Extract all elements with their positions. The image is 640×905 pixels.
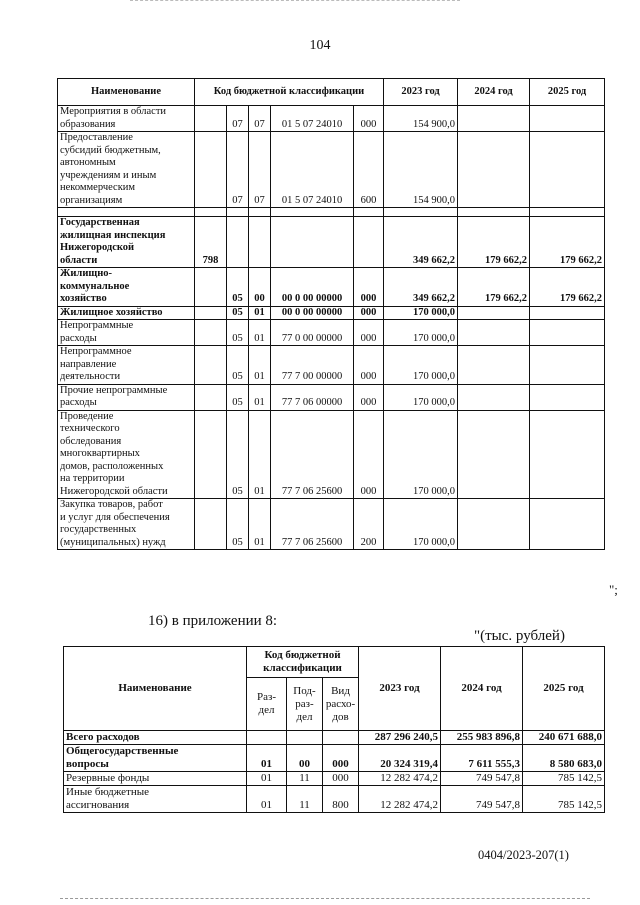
cell-razdel: 01 [247,786,287,813]
cell-vid [323,731,359,745]
cell-name: Иные бюджетные ассигнования [64,786,247,813]
cell-code [195,346,227,385]
header-razdel: Раз- дел [247,678,287,731]
header-name: Наименование [58,79,195,106]
cell-vid: 800 [323,786,359,813]
cell-csr: 00 0 00 00000 [271,306,354,320]
table-row [64,786,605,813]
header-2025: 2025 год [523,647,605,731]
cell-csr: 77 7 00 00000 [271,346,354,385]
table-row [58,384,605,410]
header-2025: 2025 год [530,79,605,106]
cell-code [195,132,227,208]
cell-2024 [458,320,530,346]
bottom-edge-line [60,898,590,899]
table-row [58,268,605,307]
cell-name: Резервные фонды [64,772,247,786]
cell-2024: 7 611 555,3 [441,745,523,772]
header-2024: 2024 год [441,647,523,731]
cell-vr: 000 [354,410,384,499]
cell-podrazdel: 01 [249,499,271,550]
spacer-cell [530,208,605,217]
cell-vr [354,217,384,268]
cell-razdel: 05 [227,268,249,307]
table-row [58,106,605,132]
cell-razdel: 05 [227,499,249,550]
cell-2025 [530,306,605,320]
header-code: Код бюджетной классификации [195,79,384,106]
table-body [64,731,605,813]
cell-name: Предоставление субсидий бюджетным, автономным учреждениям и иным некоммерческим организациям [58,132,195,208]
cell-razdel: 05 [227,320,249,346]
cell-podrazdel [249,217,271,268]
cell-vr: 600 [354,132,384,208]
header-code: Код бюджетной классификации [247,647,359,678]
cell-2024 [458,499,530,550]
cell-2023: 20 324 319,4 [359,745,441,772]
cell-2023: 154 900,0 [384,132,458,208]
cell-csr: 77 0 00 00000 [271,320,354,346]
cell-code [195,410,227,499]
spacer-row [58,208,605,217]
cell-2024 [458,384,530,410]
cell-razdel: 01 [247,772,287,786]
cell-2025: 785 142,5 [523,786,605,813]
cell-2023: 349 662,2 [384,217,458,268]
cell-code: 798 [195,217,227,268]
cell-vr: 000 [354,268,384,307]
cell-podrazdel: 01 [249,320,271,346]
cell-2023: 170 000,0 [384,346,458,385]
spacer-cell [458,208,530,217]
table-row [58,410,605,499]
cell-2025 [530,106,605,132]
header-name: Наименование [64,647,247,731]
table-row [58,320,605,346]
cell-2025: 8 580 683,0 [523,745,605,772]
cell-csr: 77 7 06 25600 [271,499,354,550]
cell-2024: 179 662,2 [458,217,530,268]
table-body [58,106,605,550]
cell-2025 [530,132,605,208]
cell-name: Прочие непрограммные расходы [58,384,195,410]
cell-podrazdel: 07 [249,106,271,132]
cell-2025 [530,410,605,499]
spacer-cell [249,208,271,217]
cell-name: Государственная жилищная инспекция Нижегородской области [58,217,195,268]
cell-razdel [247,731,287,745]
units-label: "(тыс. рублей) [474,628,565,644]
table-row [58,217,605,268]
cell-2023: 170 000,0 [384,410,458,499]
cell-podrazdel: 01 [249,346,271,385]
cell-csr: 01 5 07 24010 [271,132,354,208]
cell-csr: 01 5 07 24010 [271,106,354,132]
header-2023: 2023 год [384,79,458,106]
cell-name: Жилищно- коммунальное хозяйство [58,268,195,307]
cell-name: Проведение технического обследования многоквартирных домов, расположенных на территории Нижегородской области [58,410,195,499]
cell-2024 [458,106,530,132]
cell-2023: 170 000,0 [384,306,458,320]
table-row [58,132,605,208]
cell-code [195,106,227,132]
cell-razdel: 05 [227,410,249,499]
cell-2023: 349 662,2 [384,268,458,307]
table-row [64,745,605,772]
top-edge-line [130,0,460,1]
cell-2025: 240 671 688,0 [523,731,605,745]
cell-podrazdel: 07 [249,132,271,208]
budget-table-2 [63,646,605,813]
table-header-row [64,647,605,678]
cell-razdel: 05 [227,384,249,410]
header-vid: Вид расхо- дов [323,678,359,731]
cell-2023: 154 900,0 [384,106,458,132]
cell-2025 [530,384,605,410]
cell-name: Всего расходов [64,731,247,745]
cell-code [195,306,227,320]
cell-2024: 255 983 896,8 [441,731,523,745]
cell-name: Закупка товаров, работ и услуг для обеспечения государственных (муниципальных) нужд [58,499,195,550]
cell-vr: 000 [354,346,384,385]
cell-razdel: 01 [247,745,287,772]
cell-code [195,268,227,307]
cell-podrazdel: 00 [287,745,323,772]
cell-code [195,499,227,550]
cell-vr: 000 [354,320,384,346]
cell-razdel: 05 [227,306,249,320]
cell-2024: 179 662,2 [458,268,530,307]
cell-vid: 000 [323,772,359,786]
cell-code [195,320,227,346]
cell-vr: 000 [354,306,384,320]
cell-2023: 287 296 240,5 [359,731,441,745]
item-heading: 16) в приложении 8: [148,613,278,629]
cell-2025: 785 142,5 [523,772,605,786]
table-header-row [58,79,605,106]
cell-name: Непрограммные расходы [58,320,195,346]
cell-2023: 170 000,0 [384,499,458,550]
cell-vr: 000 [354,384,384,410]
cell-razdel: 07 [227,132,249,208]
cell-podrazdel: 11 [287,786,323,813]
cell-podrazdel: 01 [249,384,271,410]
cell-podrazdel: 11 [287,772,323,786]
cell-csr [271,217,354,268]
cell-csr: 77 7 06 00000 [271,384,354,410]
spacer-cell [271,208,354,217]
cell-vid: 000 [323,745,359,772]
spacer-cell [195,208,227,217]
cell-name: Мероприятия в области образования [58,106,195,132]
table-row [58,346,605,385]
cell-2023: 12 282 474,2 [359,786,441,813]
header-2024: 2024 год [458,79,530,106]
cell-2023: 170 000,0 [384,320,458,346]
spacer-cell [384,208,458,217]
table-row [64,772,605,786]
closing-mark: "; [609,582,618,597]
header-2023: 2023 год [359,647,441,731]
cell-razdel: 05 [227,346,249,385]
cell-2025 [530,320,605,346]
spacer-cell [354,208,384,217]
cell-podrazdel: 01 [249,306,271,320]
cell-csr: 77 7 06 25600 [271,410,354,499]
cell-vr: 200 [354,499,384,550]
cell-2024: 749 547,8 [441,786,523,813]
document-code: 0404/2023-207(1) [478,848,569,862]
cell-vr: 000 [354,106,384,132]
budget-table-1 [57,78,605,550]
cell-podrazdel [287,731,323,745]
spacer-cell [58,208,195,217]
cell-podrazdel: 00 [249,268,271,307]
cell-2025: 179 662,2 [530,268,605,307]
cell-name: Непрограммное направление деятельности [58,346,195,385]
table-row [58,499,605,550]
cell-podrazdel: 01 [249,410,271,499]
cell-2025: 179 662,2 [530,217,605,268]
cell-razdel: 07 [227,106,249,132]
cell-2023: 12 282 474,2 [359,772,441,786]
cell-2024: 749 547,8 [441,772,523,786]
cell-2024 [458,346,530,385]
cell-2025 [530,346,605,385]
spacer-cell [227,208,249,217]
cell-name: Общегосударственные вопросы [64,745,247,772]
cell-2024 [458,410,530,499]
cell-name: Жилищное хозяйство [58,306,195,320]
header-podrazdel: Под- раз- дел [287,678,323,731]
cell-code [195,384,227,410]
cell-2025 [530,499,605,550]
cell-2023: 170 000,0 [384,384,458,410]
cell-csr: 00 0 00 00000 [271,268,354,307]
page-number: 104 [309,38,331,53]
cell-2024 [458,132,530,208]
cell-razdel [227,217,249,268]
table-row [64,731,605,745]
cell-2024 [458,306,530,320]
table-row [58,306,605,320]
